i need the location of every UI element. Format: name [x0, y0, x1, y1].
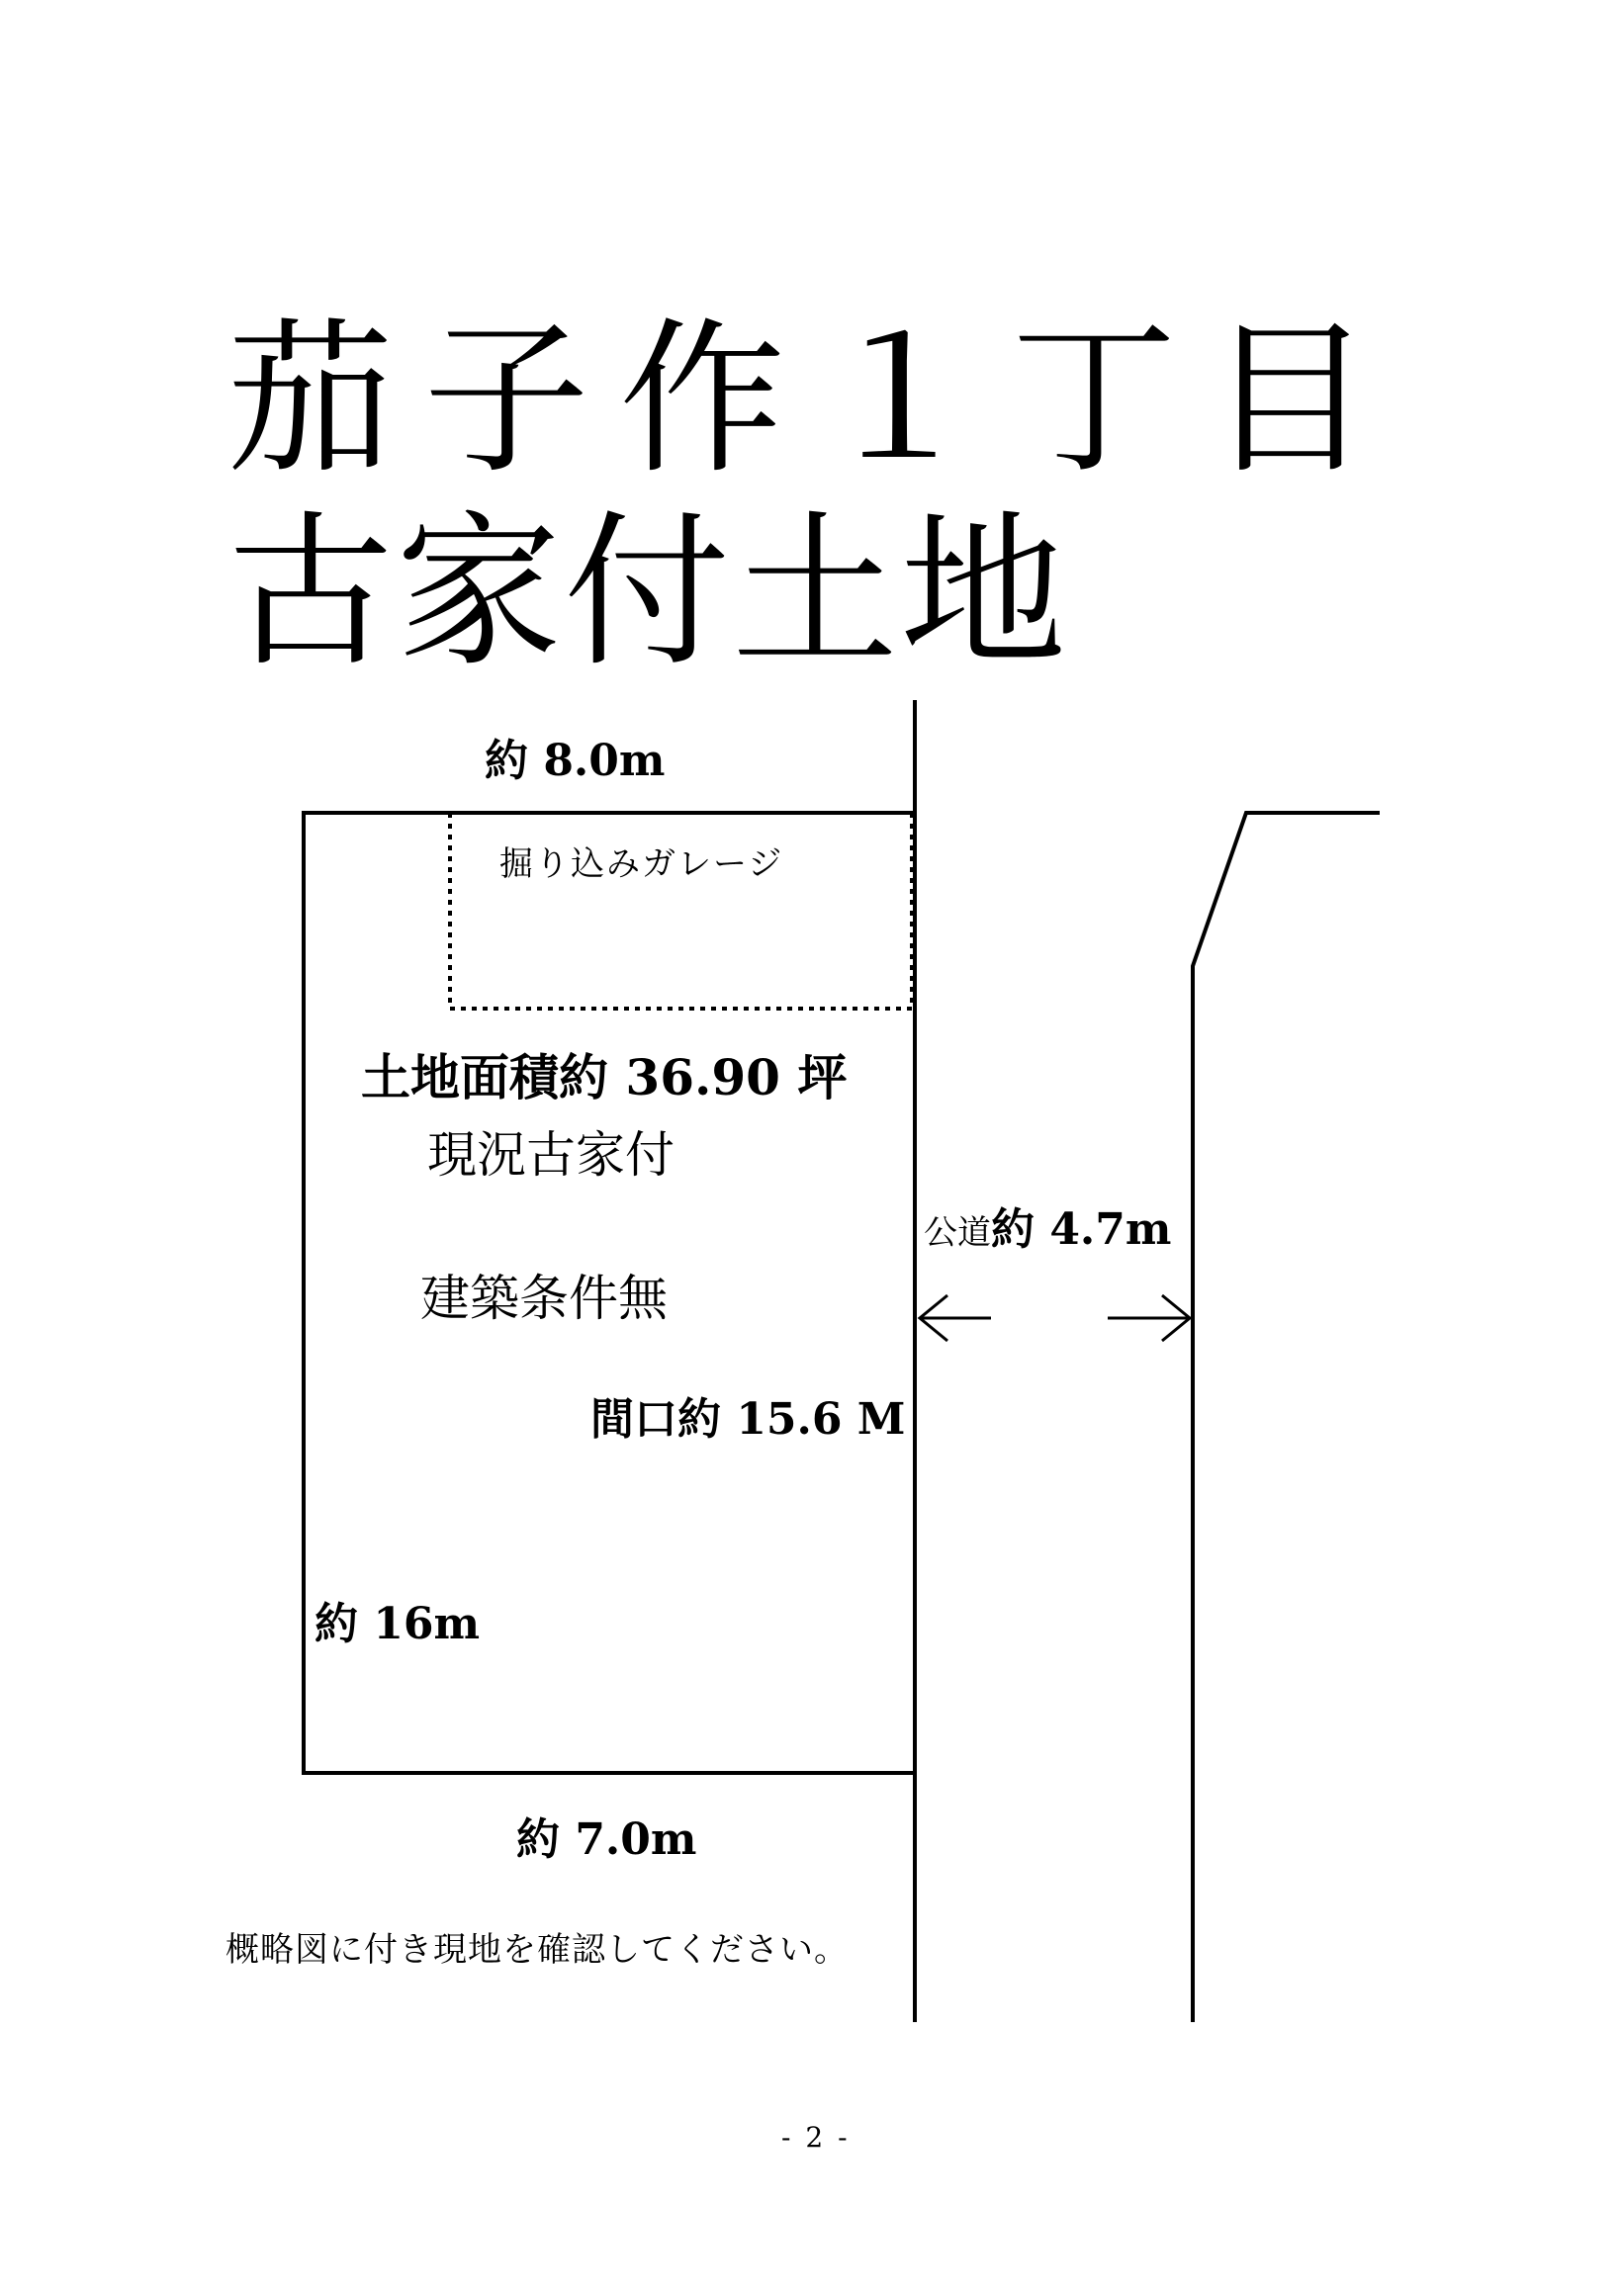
land-area-label: 土地面積約 36.90 坪 — [361, 1048, 848, 1106]
page-number: - 2 - — [781, 2121, 851, 2154]
frontage-label: 間口約 15.6 M — [590, 1394, 906, 1445]
depth-label: 約 16m — [315, 1599, 481, 1649]
road-edge-east — [1193, 813, 1380, 2022]
bottom-width-label: 約 7.0m — [516, 1814, 697, 1865]
note-text: 概略図に付き現地を確認してください。 — [225, 1930, 849, 1970]
status-label: 現況古家付 — [427, 1126, 675, 1184]
building-condition-label: 建築条件無 — [420, 1270, 668, 1327]
top-width-label: 約 8.0m — [485, 736, 666, 786]
garage-outline — [450, 813, 912, 1009]
road-prefix: 公道 — [924, 1213, 991, 1253]
title-line-2: 古家付土地 — [227, 495, 1068, 689]
road-width-arrow-right — [1108, 1295, 1190, 1341]
road-width-label — [924, 1204, 1172, 1255]
title-line-1: 茄子作１丁目 — [227, 303, 1402, 496]
road-width-value: 約 4.7m — [991, 1204, 1172, 1255]
garage-label: 掘り込みガレージ — [499, 844, 784, 884]
road-width-arrow-left — [920, 1295, 991, 1341]
